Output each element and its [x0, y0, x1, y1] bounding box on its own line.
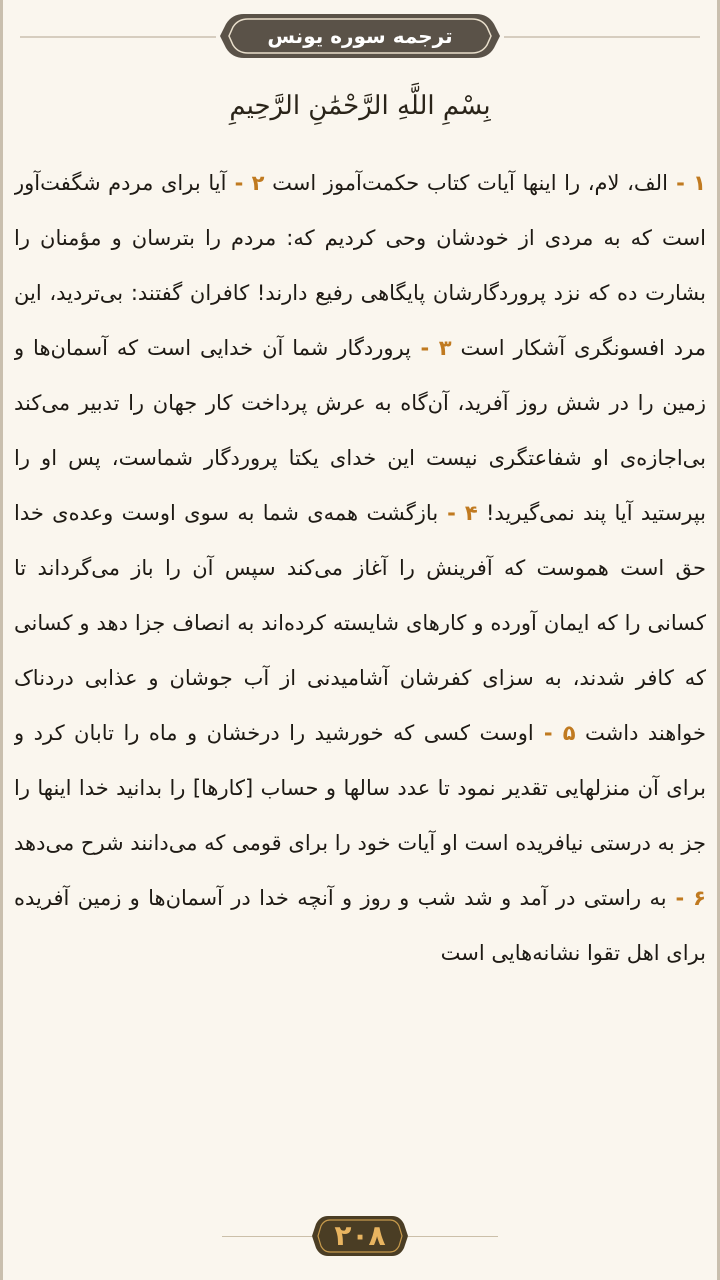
title-badge	[218, 10, 502, 62]
footer-divider-right	[408, 1236, 498, 1237]
page-title: ترجمه سوره یونس	[267, 24, 453, 48]
header-divider-right	[504, 36, 700, 38]
translation-text	[14, 156, 706, 1200]
verse-text: آیا برای مردم شگفت‌آور است که به مردی از خودشان وحی کردیم که: مردم را بترسان و مؤمنان را بشارت ده که نزد پروردگارشان پایگاهی رفیع دارند! کافران گفتند: بی‌تردید، این مرد افسونگری آشکار است	[14, 171, 706, 360]
verse-number: ۳ -	[410, 336, 452, 360]
verse-number: ۶ -	[666, 886, 706, 910]
verse-number: ۱ -	[667, 171, 706, 195]
verse-text: پروردگار شما آن خدایی است که آسمان‌ها و زمین را در شش روز آفرید، آن‌گاه به عرش پرداخت کار جهان را تدبیر می‌کند بی‌اجازه‌ی او شفاعتگری نیست این خدای یکتا پروردگار شماست، پس او را بپرستید آیا پند نمی‌گیرید!	[14, 336, 706, 525]
header	[0, 10, 720, 62]
footer	[0, 1208, 720, 1264]
page-badge	[310, 1208, 410, 1264]
header-divider-left	[20, 36, 216, 38]
verse-number: ۵ -	[533, 721, 576, 745]
verse-text: به راستی در آمد و شد شب و روز و آنچه خدا در آسمان‌ها و زمین آفریده برای اهل تقوا نشانه‌هایی است	[14, 886, 706, 965]
verse-text: الف، لام، را اینها آیات کتاب حکمت‌آموز است	[272, 171, 668, 195]
verse-number: ۲ -	[226, 171, 265, 195]
basmala	[150, 76, 570, 136]
page-number: ۲۰۸	[334, 1219, 386, 1252]
verse-text: بازگشت همه‌ی شما به سوی اوست وعده‌ی خدا حق است هموست که آفرینش را آغاز می‌کند سپس آن را باز می‌گرداند تا کسانی را که ایمان آورده و کارهای شایسته کرده‌اند به انصاف جزا دهد و کسانی که کافر شدند، به سزای کفرشان آشامیدنی از آب جوشان و عذابی دردناک خواهند داشت	[14, 501, 706, 745]
verse-text: اوست کسی که خورشید را درخشان و ماه را تابان کرد و برای آن منزلهایی تقدیر نمود تا عدد سالها و حساب [کارها] را بدانید خدا اینها را جز به درستی نیافریده است او آیات خود را برای قومی که می‌دانند شرح می‌دهد	[14, 721, 706, 855]
footer-divider-left	[222, 1236, 312, 1237]
basmala-text: بِسْمِ اللَّهِ الرَّحْمَٰنِ الرَّحِيمِ	[229, 91, 491, 121]
verse-number: ۴ -	[438, 501, 478, 525]
